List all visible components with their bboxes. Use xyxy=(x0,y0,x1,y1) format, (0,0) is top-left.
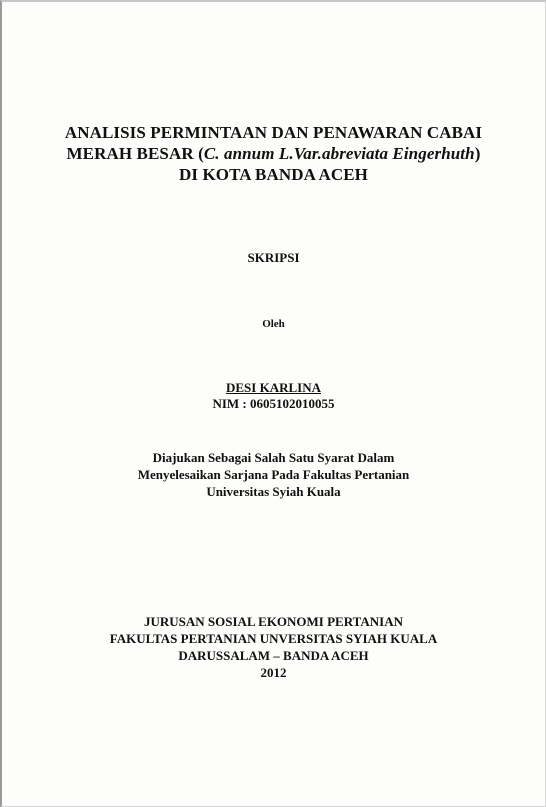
thesis-title xyxy=(2,122,545,185)
institution-block xyxy=(2,613,545,681)
by-label: Oleh xyxy=(262,318,285,330)
purpose-line-2: Menyelesaikan Sarjana Pada Fakultas Pertanian xyxy=(137,467,410,482)
author-nim: NIM : 0605102010055 xyxy=(212,396,335,411)
purpose-line-3: Universitas Syiah Kuala xyxy=(206,484,341,499)
location: DARUSSALAM – BANDA ACEH xyxy=(178,648,369,663)
author-block xyxy=(2,380,545,412)
author-name: DESI KARLINA xyxy=(226,380,321,395)
title-line-2 xyxy=(2,143,545,164)
year: 2012 xyxy=(260,665,287,680)
document-type: SKRIPSI xyxy=(247,250,300,265)
title-line-1: ANALISIS PERMINTAAN DAN PENAWARAN CABAI xyxy=(64,123,483,142)
title-line-2-suffix: ) xyxy=(474,144,481,163)
purpose-statement xyxy=(2,449,545,500)
faculty-name: FAKULTAS PERTANIAN UNVERSITAS SYIAH KUALA xyxy=(109,631,438,646)
purpose-line-1: Diajukan Sebagai Salah Satu Syarat Dalam xyxy=(152,450,395,465)
title-line-3: DI KOTA BANDA ACEH xyxy=(179,165,368,184)
department-name: JURUSAN SOSIAL EKONOMI PERTANIAN xyxy=(144,614,403,629)
scientific-name: C. annum L.Var.abreviata Eingerhuth xyxy=(203,144,475,163)
title-line-2-prefix: MERAH BESAR ( xyxy=(66,144,204,163)
